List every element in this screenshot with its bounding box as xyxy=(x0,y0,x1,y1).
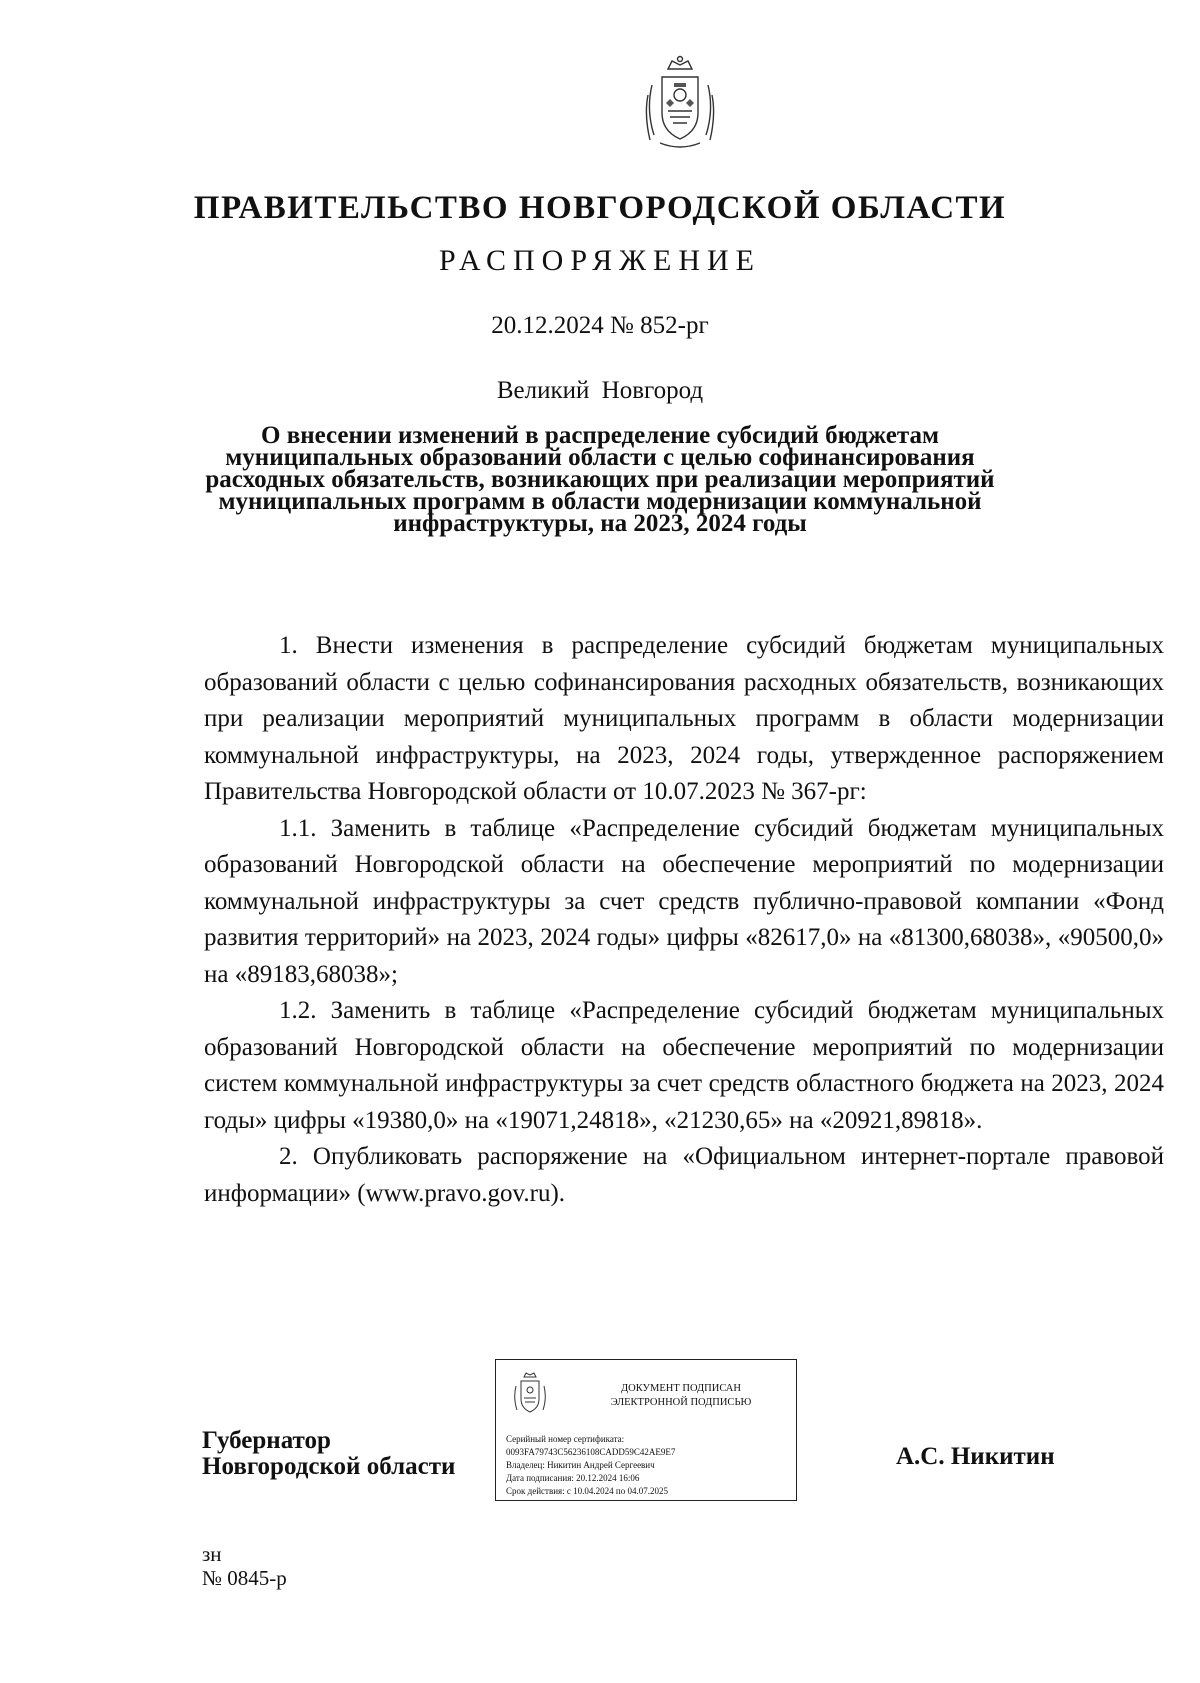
coat-of-arms-emblem xyxy=(640,55,720,155)
title-line: инфраструктуры, на 2023, 2024 годы xyxy=(393,510,807,537)
title-line: О внесении изменений в распределение субсидий бюджетам xyxy=(261,422,939,449)
stamp-emblem-icon xyxy=(510,1370,550,1420)
stamp-details xyxy=(506,1433,675,1498)
certificate-serial-label: Серийный номер сертификата: xyxy=(506,1434,625,1444)
document-date-number: 20.12.2024 № 852-рг xyxy=(491,312,709,339)
footer-registration xyxy=(202,1542,287,1590)
title-line: муниципальных образований области с целью софинансирования xyxy=(225,444,975,471)
stamp-heading-line: ЭЛЕКТРОННОЙ ПОДПИСЬЮ xyxy=(610,1397,752,1408)
registration-number: № 0845-р xyxy=(202,1566,287,1590)
stamp-heading-line: ДОКУМЕНТ ПОДПИСАН xyxy=(621,1383,741,1394)
position-line: Новгородской области xyxy=(202,1453,456,1480)
electronic-signature-stamp xyxy=(495,1359,797,1501)
title-line: муниципальных программ в области модернизации коммунальной xyxy=(218,488,982,515)
signing-date: Дата подписания: 20.12.2024 16:06 xyxy=(506,1473,640,1483)
signatory-position xyxy=(202,1428,455,1480)
document-type: РАСПОРЯЖЕНИЕ xyxy=(438,244,762,277)
document-body xyxy=(204,628,1164,1212)
paragraph-1: 1. Внести изменения в распределение субсидий бюджетам муниципальных образований области с целью софинансирования расходных обязательств, возникающих при реализации мероприятий муниципальных программ в области модернизации коммунальной инфраструктуры, на 2023, 2024 годы, утвержденное распоряжением Правительства Новгородской области от 10.07.2023 № 367-рг: xyxy=(204,632,1164,805)
position-line: Губернатор xyxy=(202,1427,331,1454)
paragraph-1-2: 1.2. Заменить в таблице «Распределение субсидий бюджетам муниципальных образований Новгородской области на обеспечение мероприятий по модернизации систем коммунальной инфраструктуры за счет средств областного бюджета на 2023, 2024 годы» цифры «19380,0» на «19071,24818», «21230,65» на «20921,89818». xyxy=(204,997,1164,1134)
city: Великий Новгород xyxy=(496,377,704,404)
signatory-name: А.С. Никитин xyxy=(896,1443,1055,1470)
stamp-heading xyxy=(571,1382,791,1410)
certificate-owner: Владелец: Никитин Андрей Сергеевич xyxy=(506,1460,655,1470)
certificate-validity: Срок действия: с 10.04.2024 по 04.07.2025 xyxy=(506,1486,668,1496)
paragraph-1-1: 1.1. Заменить в таблице «Распределение субсидий бюджетам муниципальных образований Новгородской области на обеспечение мероприятий по модернизации коммунальной инфраструктуры за счет средств публично-правовой компании «Фонд развития территорий» на 2023, 2024 годы» цифры «82617,0» на «81300,68038», «90500,0» на «89183,68038»; xyxy=(204,814,1164,988)
organization-name: ПРАВИТЕЛЬСТВО НОВГОРОДСКОЙ ОБЛАСТИ xyxy=(193,190,1007,226)
executor-initials: зн xyxy=(202,1542,222,1566)
title-line: расходных обязательств, возникающих при реализации мероприятий xyxy=(205,466,995,493)
certificate-serial: 0093FA79743C56236108CADD59C42AE9E7 xyxy=(506,1447,676,1457)
document-title xyxy=(0,422,1200,537)
paragraph-2: 2. Опубликовать распоряжение на «Официальном интернет-портале правовой информации» (www.pravo.gov.ru). xyxy=(204,1143,1164,1207)
